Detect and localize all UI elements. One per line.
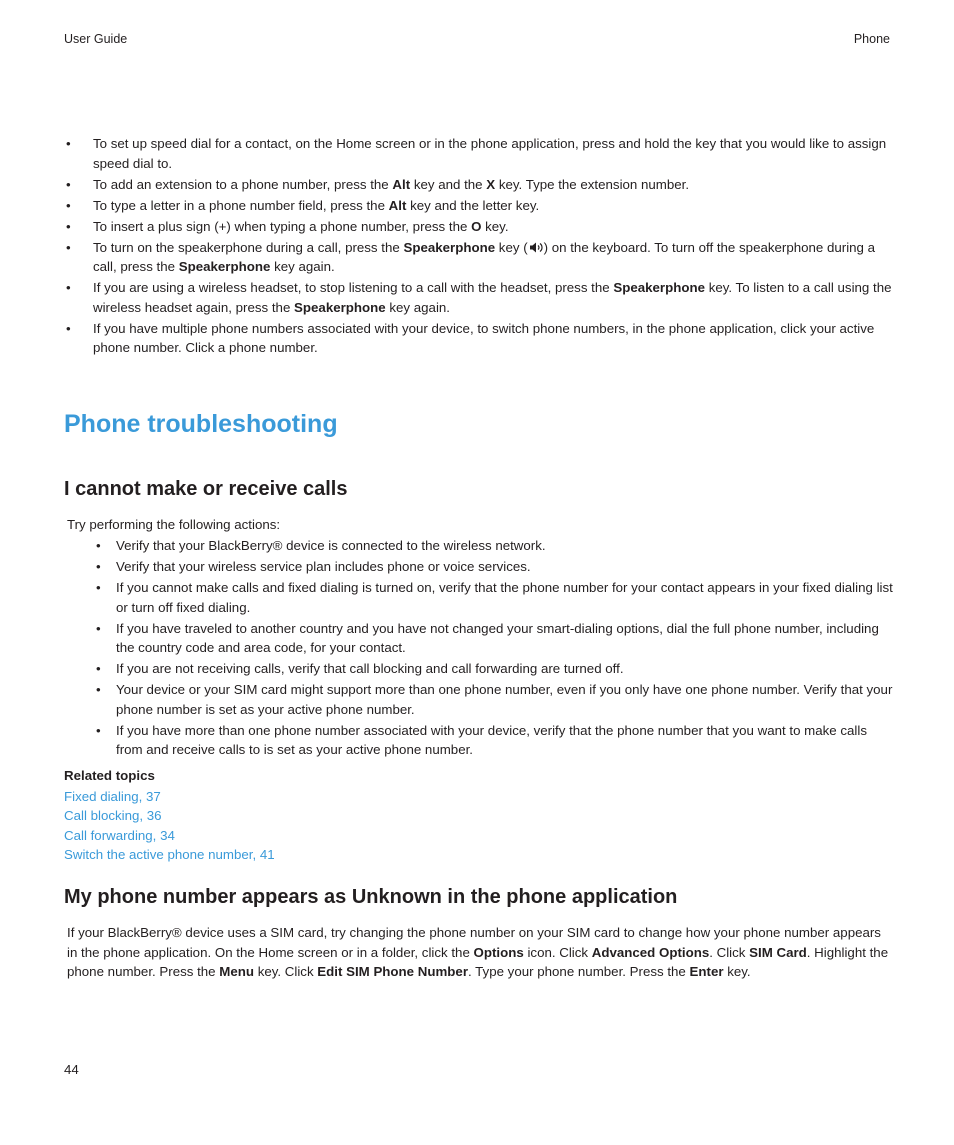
related-topics-list [64, 787, 275, 864]
paragraph-text: If your BlackBerry® device uses a SIM card, try changing the phone number on your SIM card to change how your phone number appears in the phone application. On the Home screen or in a folder, click the [67, 925, 881, 960]
related-topics-heading: Related topics [64, 768, 155, 783]
paragraph-text: . Click [709, 944, 750, 960]
tip-text: key again. [270, 259, 335, 274]
key-name: Speakerphone [613, 280, 705, 295]
key-name: Alt [392, 176, 411, 192]
header-guide-title: User Guide [64, 32, 128, 46]
list-item: • If you are not receiving calls, verify that call blocking and call forwarding are turned off. [92, 659, 894, 679]
tip-text: To set up speed dial for a contact, on the Home screen or in the phone application, press and hold the key that you would like to assign speed dial to. [93, 136, 887, 171]
tip-text: If you are using a wireless headset, to stop listening to a call with the headset, press the [93, 280, 614, 295]
phone-tips-list [64, 134, 894, 359]
paragraph-text: icon. Click [523, 944, 592, 960]
list-item: • Your device or your SIM card might support more than one phone number, even if you only have one phone number. Verify that your phone number is set as your active phone number. [92, 680, 894, 719]
paragraph-text: key. Click [254, 964, 318, 979]
key-name: Alt [388, 197, 407, 213]
section-intro: Try performing the following actions: [67, 517, 281, 532]
ui-term: SIM Card [749, 944, 807, 960]
key-name: Speakerphone [294, 299, 386, 315]
page-number: 44 [64, 1062, 79, 1077]
list-item [64, 278, 894, 317]
tip-text: To insert a plus sign (+) when typing a phone number, press the [93, 218, 472, 234]
tip-text: To turn on the speakerphone during a call, press the [93, 239, 404, 255]
page-title: Phone troubleshooting [64, 410, 338, 438]
ui-term: Menu [219, 964, 254, 979]
tip-text: To type a letter in a phone number field, press the [93, 197, 389, 213]
related-link-call-forwarding[interactable]: Call forwarding, 34 [64, 827, 175, 843]
ui-term: Advanced Options [591, 944, 710, 960]
list-item: • If you have traveled to another country and you have not changed your smart-dialing options, dial the full phone number, including the country code and area code, for your contact. [92, 619, 894, 658]
list-item [64, 134, 894, 173]
list-item: • If you have more than one phone number associated with your device, verify that the phone number that you want to make calls from and receive calls to is set as your active phone number. [92, 721, 894, 760]
list-item: • If you cannot make calls and fixed dialing is turned on, verify that the phone number for your contact appears in your fixed dialing list or turn off fixed dialing. [92, 578, 894, 617]
tip-text: If you have multiple phone numbers associated with your device, to switch phone numbers, in the phone application, click your active phone number. Click a phone number. [93, 320, 875, 355]
tip-text: key ( [495, 239, 528, 255]
paragraph-text: . Type your phone number. Press the [468, 964, 690, 979]
tip-text: To add an extension to a phone number, press the [93, 176, 393, 192]
paragraph-text: . Highlight the phone number. Press the [67, 944, 889, 979]
key-name: Speakerphone [178, 259, 271, 274]
tip-text: key and the [410, 176, 487, 192]
list-item: • Verify that your BlackBerry® device is connected to the wireless network. [92, 536, 894, 556]
list-item [64, 175, 894, 195]
list-item [64, 319, 894, 358]
ui-term: Enter [689, 964, 724, 979]
tip-text: ) on the keyboard. To turn off the speakerphone during a call, press the [93, 239, 876, 274]
tip-text: key again. [385, 299, 450, 315]
related-link-fixed-dialing[interactable]: Fixed dialing, 37 [64, 789, 161, 804]
key-name: X [486, 176, 496, 192]
related-link-call-blocking[interactable]: Call blocking, 36 [64, 808, 162, 824]
paragraph-text: key. [723, 964, 751, 979]
tip-text: key. Type the extension number. [495, 176, 690, 192]
speakerphone-icon [528, 240, 544, 253]
related-link-switch-active-number[interactable]: Switch the active phone number, 41 [64, 846, 275, 862]
list-item [64, 196, 894, 216]
tip-text: key. To listen to a call using the wireless headset again, press the [93, 280, 892, 315]
ui-term: Options [473, 944, 524, 960]
list-item [64, 238, 894, 277]
section-title-cannot-make-calls: I cannot make or receive calls [64, 478, 348, 500]
unknown-number-instructions [67, 923, 893, 982]
section-title-unknown-number: My phone number appears as Unknown in the phone application [64, 886, 678, 908]
list-item: • Verify that your wireless service plan includes phone or voice services. [92, 557, 894, 577]
tip-text: key. [481, 218, 509, 234]
list-item [64, 217, 894, 237]
ui-term: Edit SIM Phone Number [317, 964, 469, 979]
tip-text: key and the letter key. [406, 197, 540, 213]
key-name: O [471, 218, 482, 234]
key-name: Speakerphone [403, 239, 496, 255]
header-section-title: Phone [853, 32, 890, 46]
actions-list [92, 536, 894, 761]
